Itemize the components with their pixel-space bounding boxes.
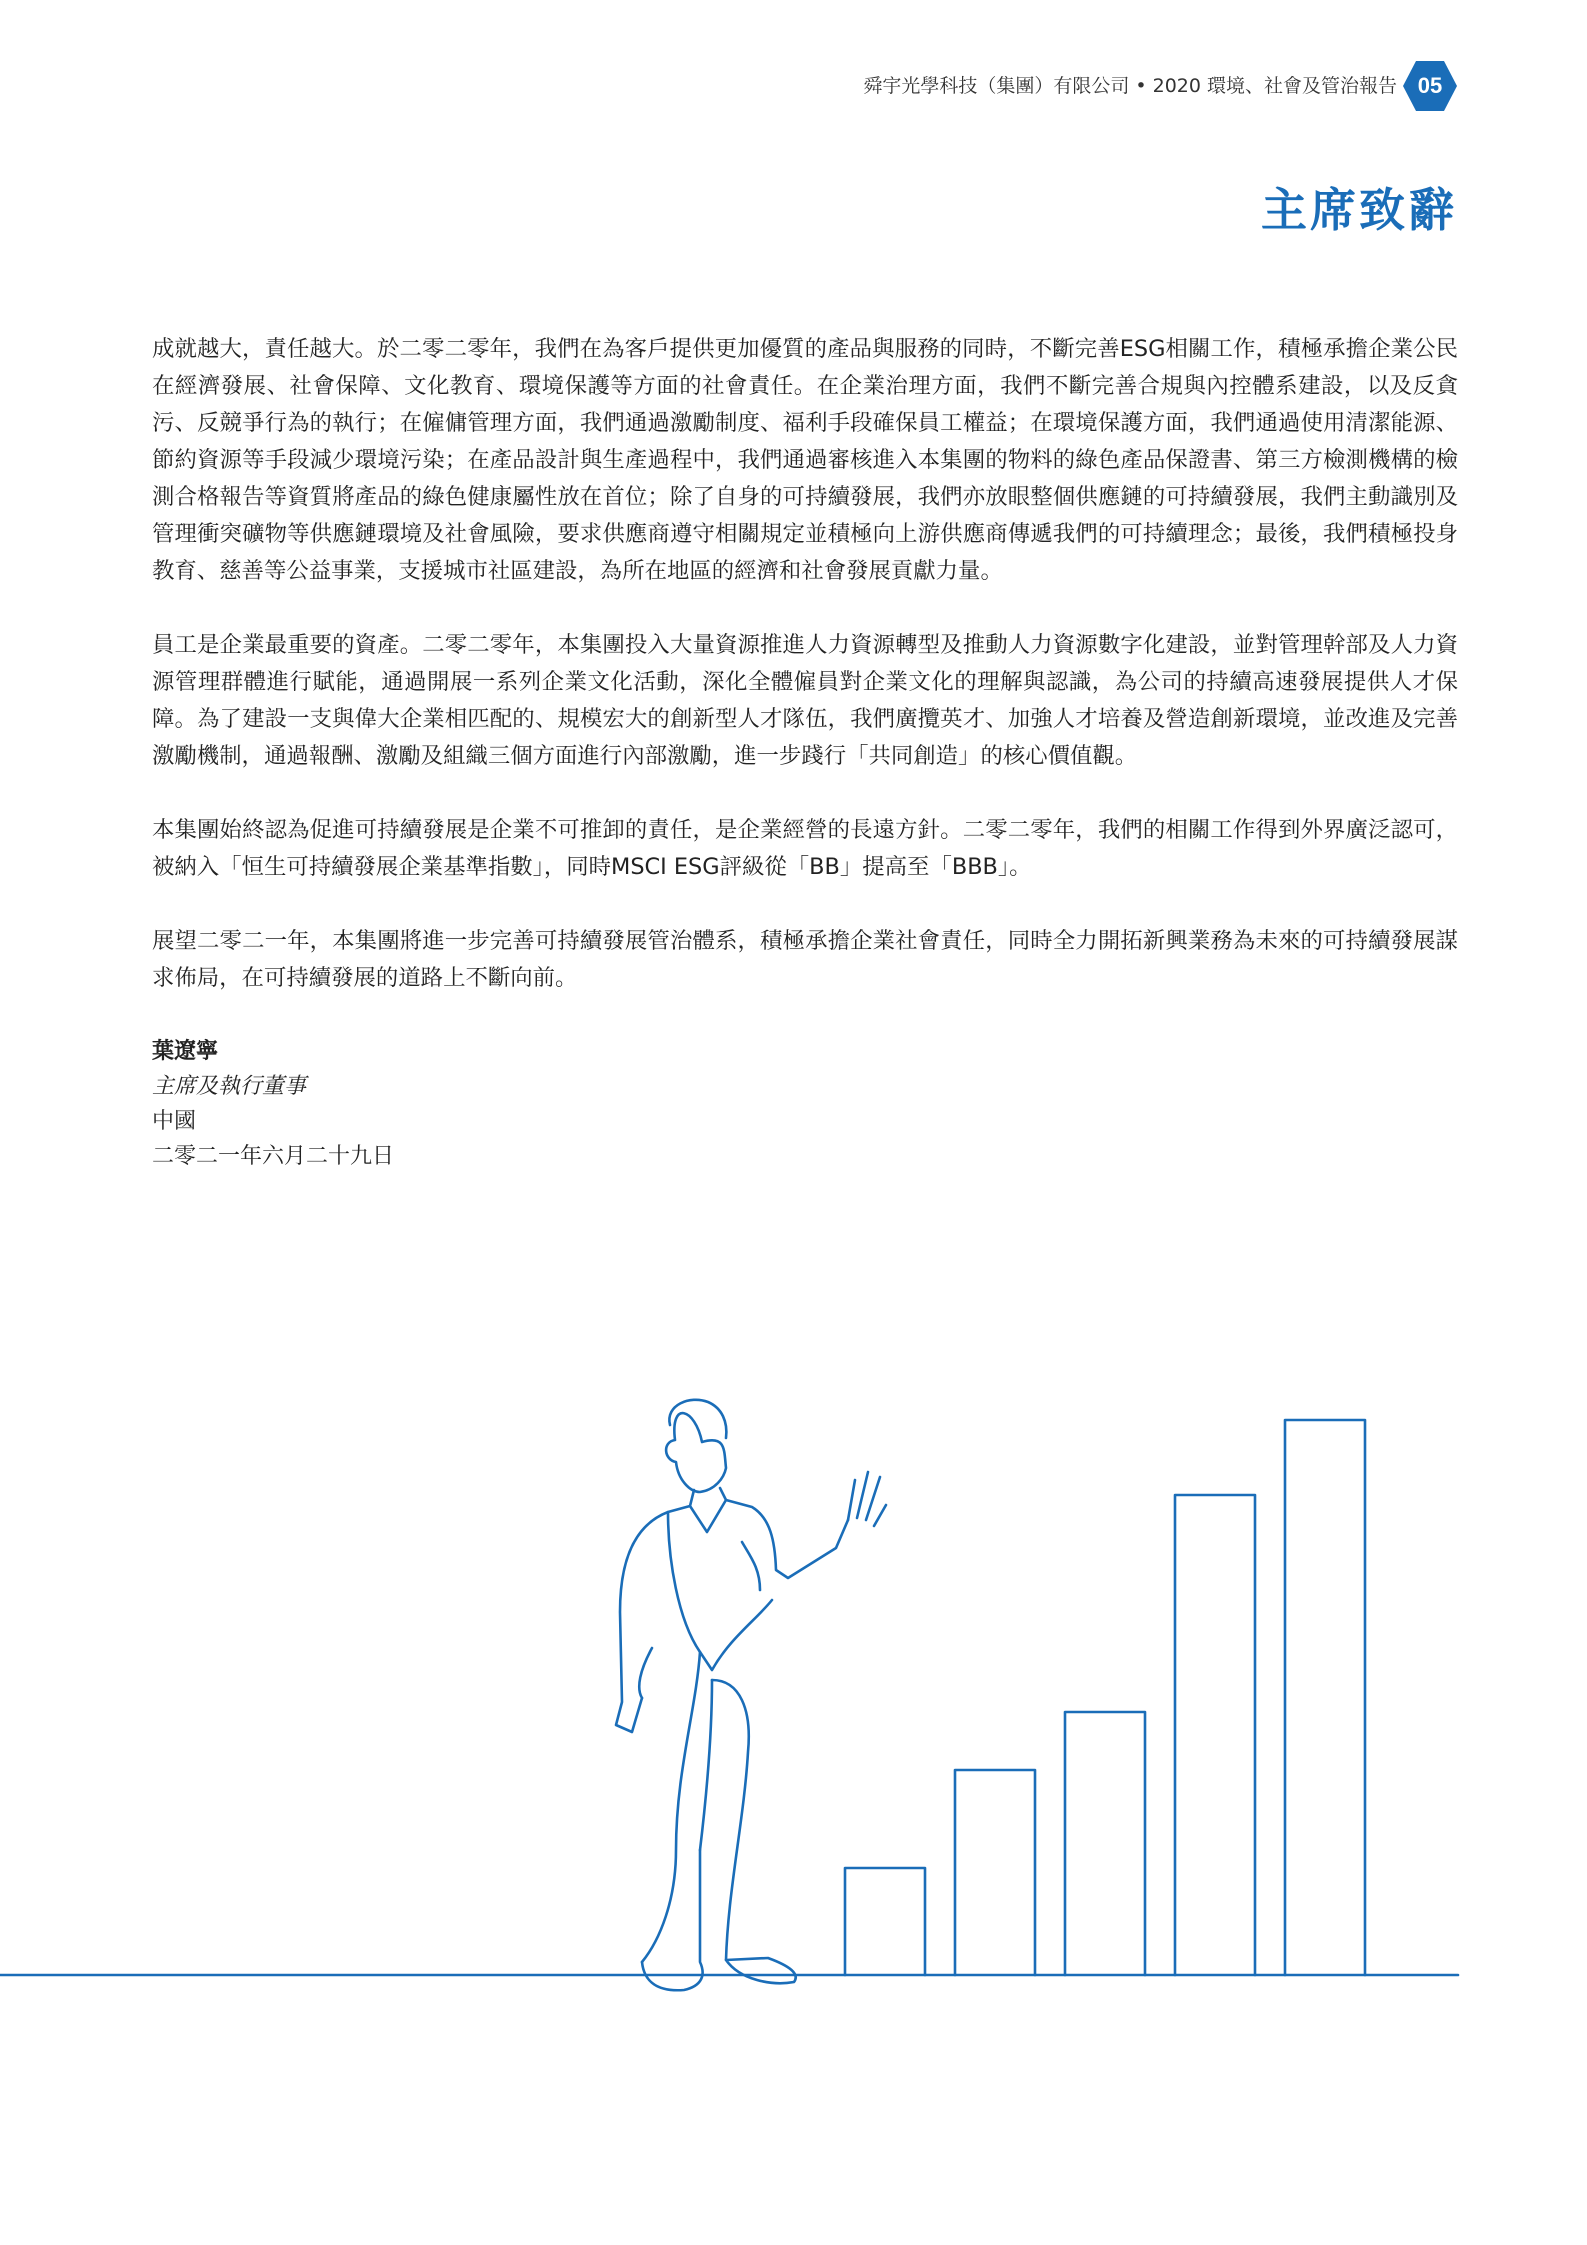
report-header-title: 舜宇光學科技（集團）有限公司 • 2020 環境、社會及管治報告	[863, 75, 1397, 97]
signatory-name: 葉遼寧	[152, 1039, 219, 1064]
paragraph-3: 本集團始終認為促進可持續發展是企業不可推卸的責任，是企業經營的長遠方針。二零二零年，我們的相關工作得到外界廣泛認可，被納入「恒生可持續發展企業基準指數」，同時MSCI ESG評級從「BB」提高至「BBB」。	[152, 817, 1458, 880]
paragraph-1: 成就越大，責任越大。於二零二零年，我們在為客戶提供更加優質的產品與服務的同時，不斷完善ESG相關工作，積極承擔企業公民在經濟發展、社會保障、文化教育、環境保護等方面的社會責任。在企業治理方面，我們不斷完善合規與內控體系建設，以及反貪污、反競爭行為的執行；在僱傭管理方面，我們通過激勵制度、福利手段確保員工權益；在環境保護方面，我們通過使用清潔能源、節約資源等手段減少環境污染；在產品設計與生產過程中，我們通過審核進入本集團的物料的綠色產品保證書、第三方檢測機構的檢測合格報告等資質將產品的綠色健康屬性放在首位；除了自身的可持續發展，我們亦放眼整個供應鏈的可持續發展，我們主動識別及管理衝突礦物等供應鏈環境及社會風險，要求供應商遵守相關規定並積極向上游供應商傳遞我們的可持續理念；最後，我們積極投身教育、慈善等公益事業，支援城市社區建設，為所在地區的經濟和社會發展貢獻力量。	[152, 336, 1458, 584]
signature-block	[152, 1034, 1458, 1174]
page-number-badge	[1402, 58, 1458, 114]
paragraph-2: 員工是企業最重要的資產。二零二零年，本集團投入大量資源推進人力資源轉型及推動人力資源數字化建設，並對管理幹部及人力資源管理群體進行賦能，通過開展一系列企業文化活動，深化全體僱員對企業文化的理解與認識，為公司的持續高速發展提供人才保障。為了建設一支與偉大企業相匹配的、規模宏大的創新型人才隊伍，我們廣攬英才、加強人才培養及營造創新環境，並改進及完善激勵機制，通過報酬、激勵及組織三個方面進行內部激勵，進一步踐行「共同創造」的核心價值觀。	[152, 632, 1458, 769]
signature-date: 二零二一年六月二十九日	[152, 1144, 395, 1169]
businessman-growth-illustration	[0, 1380, 1587, 2040]
letter-body	[152, 331, 1458, 1174]
page-number: 05	[1417, 73, 1443, 98]
paragraph-4: 展望二零二一年，本集團將進一步完善可持續發展管治體系，積極承擔企業社會責任，同時全力開拓新興業務為未來的可持續發展謀求佈局，在可持續發展的道路上不斷向前。	[152, 928, 1458, 991]
page-title: 主席致辭	[1261, 183, 1457, 237]
bar-chart-outline	[845, 1420, 1365, 1975]
signatory-title: 主席及執行董事	[152, 1074, 307, 1099]
signature-location: 中國	[152, 1109, 197, 1134]
